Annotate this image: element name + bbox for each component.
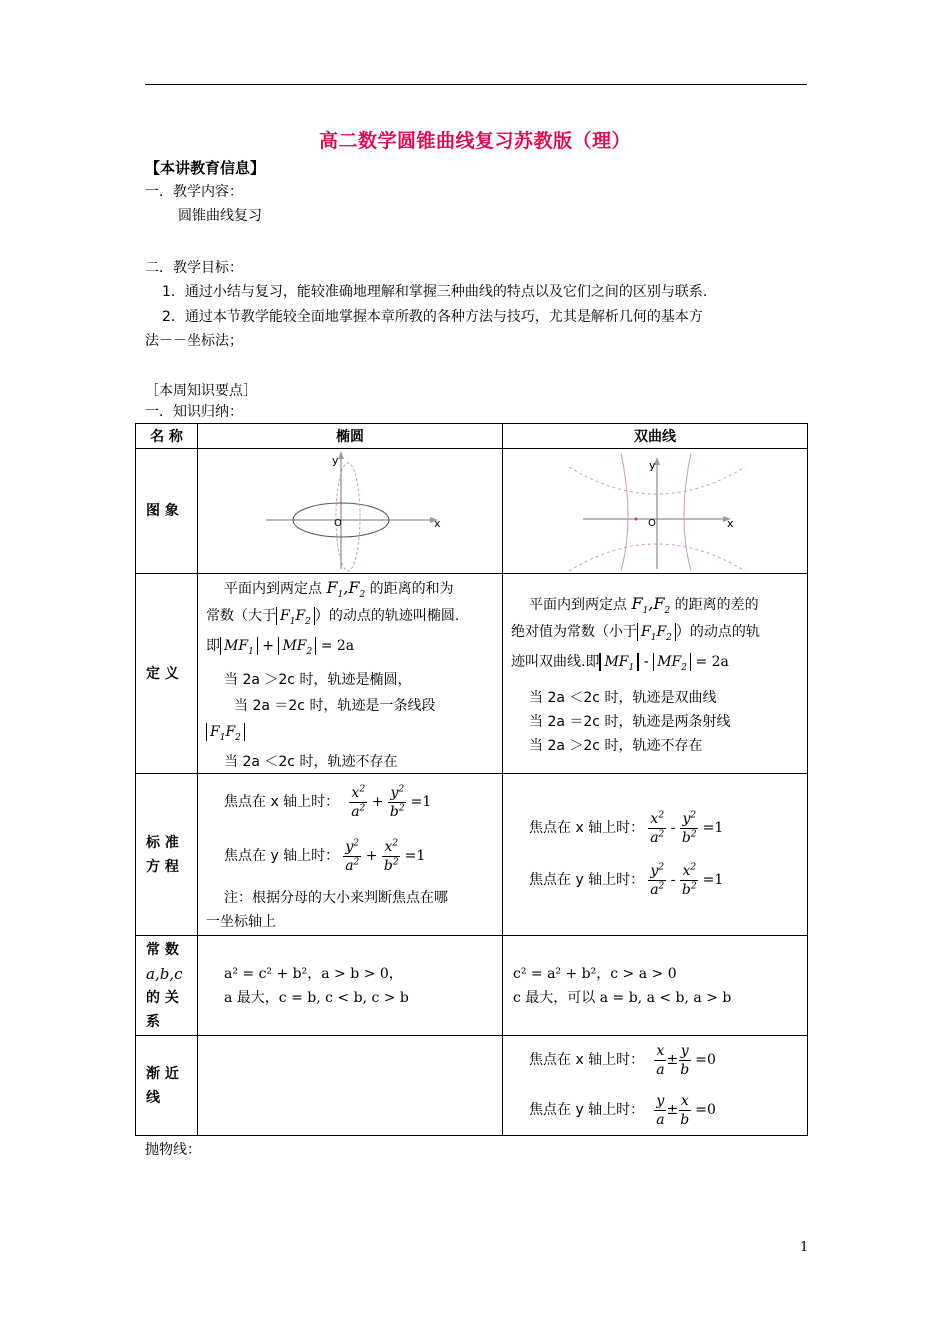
hyperbola-def-line2b: ）的动点的轨 (675, 624, 760, 640)
hyperbola-equation-cell: 焦点在 x 轴上时： $\frac{x^2}{a^2}$ - $\frac{y^2}{b^2}$ =1 焦点在 y 轴上时： $\frac{y^2}{a^2}$ - $\frac{x^2}{b^2}$ =1 (503, 774, 808, 936)
ellipse-def-line1: 平面内到两定点 (224, 581, 322, 597)
info-heading: 【本讲教育信息】 (145, 159, 266, 177)
ellipse-relation-2: a 最大，c = b, c < b, c > b (224, 990, 409, 1006)
goal-2-cont: 法－－坐标法； (145, 333, 243, 349)
axis-label-x: x (434, 517, 441, 530)
ellipse-dashed-curve (336, 463, 360, 571)
goal-2: 2．通过本节教学能较全面地掌握本章所教的各种方法与技巧，尤其是解析几何的基本方 (162, 309, 703, 325)
ellipse-eq-x-rhs: =1 (410, 794, 432, 810)
asym-eq-x-rhs: =0 (695, 1052, 716, 1068)
hyperbola-def-line1b: 的距离的差的 (674, 597, 759, 613)
hyperbola-graph (503, 449, 808, 573)
hyperbola-focus-x-label: 焦点在 x 轴上时： (529, 820, 645, 836)
asym-focus-y-label: 焦点在 y 轴上时： (529, 1102, 645, 1118)
hyperbola-def-line4: 当 2a ＜2c 时，轨迹是双曲线 (529, 690, 717, 706)
comparison-table (135, 423, 808, 1136)
hyperbola-right-branch (684, 453, 691, 571)
ellipse-relation-cell (198, 936, 503, 1036)
ellipse-def-line3a: 即 (206, 638, 220, 654)
ellipse-def-segment: $F_1F_2$ (206, 723, 245, 741)
ellipse-note-1: 注：根据分母的大小来判断焦点在哪 (224, 890, 448, 906)
ellipse-def-line5: 当 2a ＝2c 时，轨迹是一条线段 (234, 698, 436, 714)
hyperbola-def-line2a: 绝对值为常数（小于 (511, 624, 637, 640)
header-name: 名 称 (136, 424, 198, 449)
knowledge-label: 一．知识归纳： (145, 404, 243, 420)
hyperbola-focus-y-label: 焦点在 y 轴上时： (529, 872, 645, 888)
y-arrow-icon (338, 451, 344, 459)
row-label-const-abc: a,b,c (146, 964, 183, 983)
row-label-const-3: 系 (146, 1013, 160, 1030)
hyperbola-eq-y-rhs: =1 (702, 872, 724, 888)
hyperbola-relation-1: c² = a² + b²，c > a > 0 (513, 966, 677, 982)
ellipse-eq-y-rhs: =1 (404, 848, 426, 864)
row-label-asym-1: 渐 近 (146, 1065, 179, 1082)
hyperbola-def-line1: 平面内到两定点 (529, 597, 627, 613)
hyperbola-def-line6: 当 2a ＞2c 时，轨迹不存在 (529, 738, 703, 754)
ellipse-def-line4: 当 2a ＞2c 时，轨迹是椭圆， (224, 672, 412, 688)
ellipse-equation-cell: 焦点在 x 轴上时： $\frac{x^2}{a^2}$ + $\frac{y^2}{b^2}$ =1 焦点在 y 轴上时： $\frac{y^2}{a^2}$ + $\frac{x^2}{b^2}$ =1 注：根据分母的大小来判断焦点在哪 一坐标轴上 (198, 774, 503, 936)
hyperbola-def-line5: 当 2a ＝2c 时，轨迹是两条射线 (529, 714, 731, 730)
page-number: 1 (800, 1240, 809, 1255)
axis-label-y: y (649, 459, 656, 472)
asym-eq-y-rhs: =0 (695, 1102, 716, 1118)
axis-label-x: x (727, 517, 734, 530)
origin-label: O (648, 518, 656, 529)
week-points: ［本周知识要点］ (145, 383, 257, 399)
hyperbola-relation-cell (503, 936, 808, 1036)
ellipse-def-line2a: 常数（大于 (206, 608, 276, 624)
parabola-label: 抛物线： (145, 1142, 201, 1158)
hyperbola-graph-cell (503, 449, 808, 574)
ellipse-note-2: 一坐标轴上 (206, 914, 276, 930)
axis-label-y: y (332, 454, 339, 467)
goal-label: 二．教学目标： (145, 260, 243, 276)
row-label-image: 图 象 (136, 449, 198, 574)
content-text: 圆锥曲线复习 (178, 208, 262, 224)
row-label-std-1: 标 准 (146, 834, 179, 851)
ellipse-graph-cell (198, 449, 503, 574)
ellipse-focus-y-label: 焦点在 y 轴上时： (224, 848, 340, 864)
row-label-asym-2: 线 (146, 1089, 160, 1106)
header-hyperbola: 双曲线 (503, 424, 808, 449)
ellipse-def-line1b: 的距离的和为 (369, 581, 454, 597)
row-label-const-2: 的 关 (146, 989, 179, 1006)
asym-focus-x-label: 焦点在 x 轴上时： (529, 1052, 645, 1068)
row-label-const-1: 常 数 (146, 941, 179, 958)
ellipse-asymptote-cell (198, 1036, 503, 1136)
ellipse-def-line2b: ）的动点的轨迹叫椭圆. (314, 608, 460, 624)
ellipse-graph (198, 449, 503, 573)
hyperbola-definition-cell: 平面内到两定点 $F_1,F_2$ 的距离的差的 绝对值为常数（小于 $F_1F_2$ ）的动点的轨 迹叫双曲线.即 $MF_1 - MF_2 = 2a$ 当 2a ＜2c 时，轨迹是双曲线 当 2a ＝2c 时，轨迹是两条射线 当 2a ＞2c 时，轨迹不存在 (503, 574, 808, 774)
ellipse-def-line3b: = 2a (320, 638, 355, 654)
hyperbola-asymptote-cell: 焦点在 x 轴上时： $\frac{x}{a}$ ± $\frac{y}{b}$ =0 焦点在 y 轴上时： $\frac{y}{a}$ ± $\frac{x}{b}$ =0 (503, 1036, 808, 1136)
hyperbola-def-line3a: 迹叫双曲线.即 (511, 654, 600, 670)
focus-point-left (635, 518, 638, 521)
row-label-constants (136, 936, 198, 1036)
hyperbola-eq-x-rhs: =1 (702, 820, 724, 836)
page-title: 高二数学圆锥曲线复习苏教版（理） (318, 130, 631, 152)
row-label-standard-equation (136, 774, 198, 936)
ellipse-relation-1: a² = c² + b²，a > b > 0， (224, 966, 403, 982)
header-ellipse: 椭圆 (198, 424, 503, 449)
ellipse-definition-cell: 平面内到两定点 $F_1,F_2$ 的距离的和为 常数（大于 $F_1F_2$ ）的动点的轨迹叫椭圆. 即 $MF_1 + MF_2 = 2a$ 当 2a ＞2c 时，轨迹是椭圆， 当 2a ＝2c 时，轨迹是一条线段 $F_1F_2$ 当 2a ＜2c 时，轨迹不存在 (198, 574, 503, 774)
ellipse-focus-x-label: 焦点在 x 轴上时： (224, 794, 340, 810)
hyperbola-left-branch (621, 453, 628, 571)
header-rule (145, 84, 807, 85)
row-label-asymptote (136, 1036, 198, 1136)
hyperbola-relation-2: c 最大，可以 a = b, a < b, a > b (513, 990, 732, 1006)
row-label-std-2: 方 程 (146, 858, 179, 875)
ellipse-def-line7: 当 2a ＜2c 时，轨迹不存在 (224, 754, 398, 770)
row-label-definition: 定 义 (136, 574, 198, 774)
goal-1: 1．通过小结与复习，能较准确地理解和掌握三种曲线的特点以及它们之间的区别与联系. (162, 284, 708, 300)
content-label: 一．教学内容： (145, 184, 243, 200)
hyperbola-def-line3b: = 2a (695, 654, 729, 670)
origin-label: O (334, 518, 342, 529)
